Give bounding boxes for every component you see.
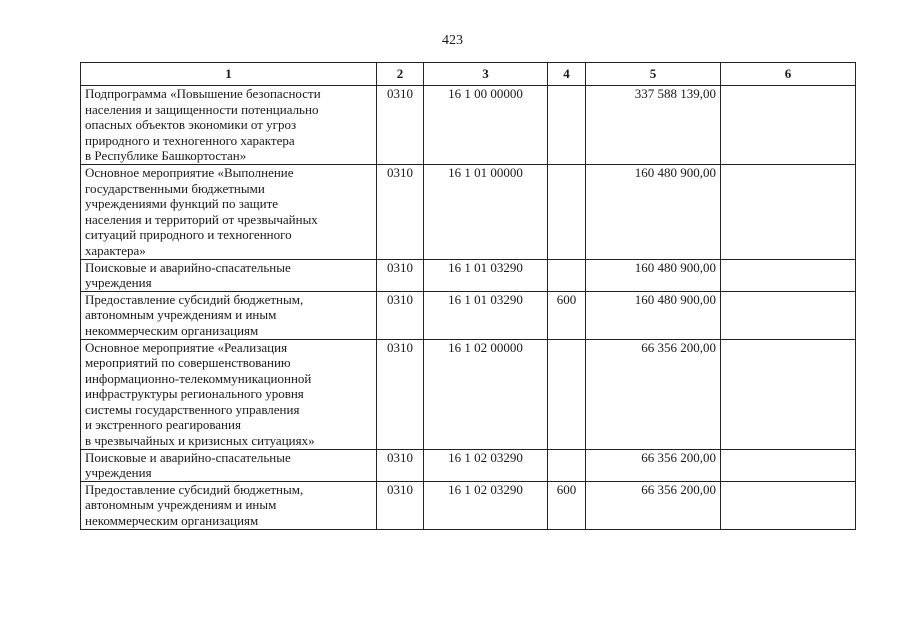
name-line: и экстренного реагирования — [85, 417, 241, 433]
row-name-cell — [81, 291, 377, 339]
name-line: в чрезвычайных и кризисных ситуациях» — [85, 433, 315, 449]
column-6-cell — [721, 339, 856, 449]
name-line: мероприятий по совершенствованию — [85, 355, 291, 371]
name-line: Предоставление субсидий бюджетным, — [85, 481, 304, 497]
table-body — [81, 86, 856, 530]
header-col-4: 4 — [548, 63, 586, 86]
target-article-cell: 16 1 01 00000 — [424, 164, 548, 259]
target-article-cell: 16 1 01 03290 — [424, 259, 548, 291]
section-code-cell: 0310 — [377, 449, 424, 481]
amount-cell: 66 356 200,00 — [586, 339, 721, 449]
expense-type-cell — [548, 339, 586, 449]
name-line: населения и территорий от чрезвычайных — [85, 211, 318, 227]
name-line: опасных объектов экономики от угроз — [85, 117, 297, 133]
name-line: Поисковые и аварийно-спасательные — [85, 449, 291, 465]
amount-cell: 337 588 139,00 — [586, 86, 721, 165]
row-name-cell — [81, 259, 377, 291]
target-article-cell: 16 1 02 00000 — [424, 339, 548, 449]
target-article-cell: 16 1 01 03290 — [424, 291, 548, 339]
column-6-cell — [721, 164, 856, 259]
section-code-cell: 0310 — [377, 481, 424, 529]
column-6-cell — [721, 291, 856, 339]
column-6-cell — [721, 86, 856, 165]
row-name-cell — [81, 481, 377, 529]
name-line: учреждения — [85, 275, 152, 291]
name-line: Основное мероприятие «Выполнение — [85, 164, 294, 180]
column-6-cell — [721, 449, 856, 481]
page-number: 423 — [442, 33, 463, 48]
table-row — [81, 291, 856, 339]
name-line: Предоставление субсидий бюджетным, — [85, 291, 304, 307]
target-article-cell: 16 1 02 03290 — [424, 481, 548, 529]
header-col-6: 6 — [721, 63, 856, 86]
expense-type-cell — [548, 449, 586, 481]
table-row — [81, 449, 856, 481]
section-code-cell: 0310 — [377, 339, 424, 449]
amount-cell: 160 480 900,00 — [586, 164, 721, 259]
name-line: автономным учреждениям и иным — [85, 307, 277, 323]
name-line: учреждения — [85, 465, 152, 481]
amount-cell: 160 480 900,00 — [586, 291, 721, 339]
row-name-cell — [81, 86, 377, 165]
name-line: некоммерческим организациям — [85, 513, 259, 529]
name-line: населения и защищенности потенциально — [85, 101, 319, 117]
target-article-cell: 16 1 00 00000 — [424, 86, 548, 165]
expense-type-cell — [548, 164, 586, 259]
table-row — [81, 481, 856, 529]
name-line: Основное мероприятие «Реализация — [85, 339, 288, 355]
header-row — [81, 63, 856, 86]
name-line: системы государственного управления — [85, 401, 300, 417]
header-col-5: 5 — [586, 63, 721, 86]
row-name-cell — [81, 164, 377, 259]
table-row — [81, 164, 856, 259]
expense-type-cell: 600 — [548, 481, 586, 529]
name-line: государственными бюджетными — [85, 180, 265, 196]
table-header — [81, 63, 856, 86]
name-line: информационно-телекоммуникационной — [85, 370, 312, 386]
expense-type-cell — [548, 86, 586, 165]
target-article-cell: 16 1 02 03290 — [424, 449, 548, 481]
expense-type-cell — [548, 259, 586, 291]
row-name-cell — [81, 339, 377, 449]
header-col-1: 1 — [81, 63, 377, 86]
name-line: ситуаций природного и техногенного — [85, 227, 292, 243]
section-code-cell: 0310 — [377, 259, 424, 291]
name-line: характера» — [85, 242, 146, 258]
expense-type-cell: 600 — [548, 291, 586, 339]
table-row — [81, 259, 856, 291]
name-line: инфраструктуры регионального уровня — [85, 386, 304, 402]
budget-table — [80, 62, 856, 530]
amount-cell: 160 480 900,00 — [586, 259, 721, 291]
name-line: в Республике Башкортостан» — [85, 148, 247, 164]
section-code-cell: 0310 — [377, 164, 424, 259]
name-line: природного и техногенного характера — [85, 132, 295, 148]
section-code-cell: 0310 — [377, 86, 424, 165]
table-row — [81, 339, 856, 449]
name-line: некоммерческим организациям — [85, 322, 259, 338]
section-code-cell: 0310 — [377, 291, 424, 339]
amount-cell: 66 356 200,00 — [586, 481, 721, 529]
name-line: учреждениями функций по защите — [85, 196, 279, 212]
name-line: Подпрограмма «Повышение безопасности — [85, 86, 321, 101]
name-line: Поисковые и аварийно-спасательные — [85, 259, 291, 275]
name-line: автономным учреждениям и иным — [85, 497, 277, 513]
amount-cell: 66 356 200,00 — [586, 449, 721, 481]
row-name-cell — [81, 449, 377, 481]
header-col-2: 2 — [377, 63, 424, 86]
table-row — [81, 86, 856, 165]
header-col-3: 3 — [424, 63, 548, 86]
column-6-cell — [721, 259, 856, 291]
column-6-cell — [721, 481, 856, 529]
